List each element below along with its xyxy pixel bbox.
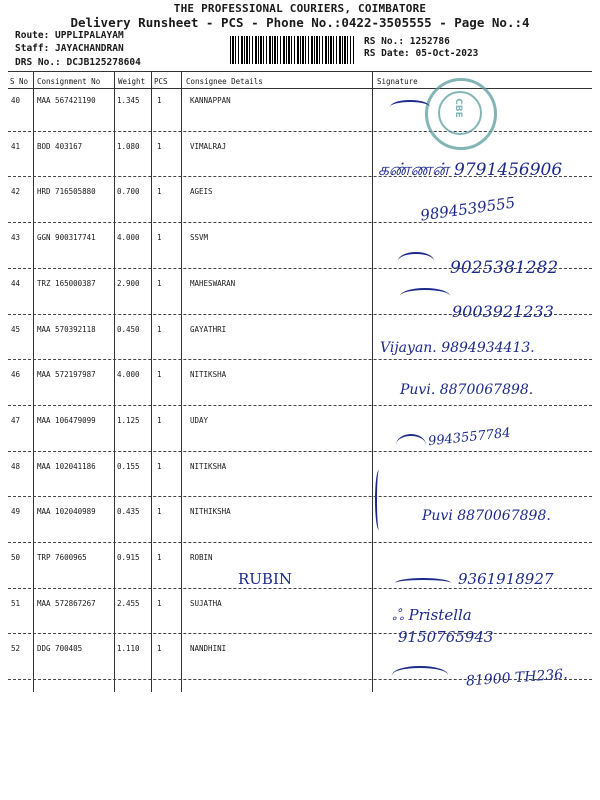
signature-51-name: ஃ Pristella	[392, 606, 472, 624]
row-cell-name: KANNAPPAN	[190, 96, 231, 105]
signature-47: 9943557784	[427, 425, 512, 450]
row-cell-pcs: 1	[157, 141, 162, 151]
rs-date: RS Date: 05-Oct-2023	[364, 48, 479, 59]
staff-label: Staff: JAYACHANDRAN	[15, 43, 124, 54]
row-cell-pcs: 1	[157, 461, 162, 471]
signature-mark-44	[400, 288, 450, 304]
row-cell-pcs: 1	[157, 324, 162, 334]
row-cell-weight: 0.450	[117, 324, 140, 334]
column-header-signature: Signature	[377, 77, 418, 86]
column-divider	[151, 72, 152, 692]
row-cell-weight: 4.000	[117, 233, 140, 243]
runsheet-subtitle: Delivery Runsheet - PCS - Phone No.:0422-3505555 - Page No.:4	[70, 15, 530, 30]
row-cell-pcs: 1	[157, 644, 162, 654]
row-cell-cno: MAA 572867267	[37, 598, 96, 608]
rs-number: RS No.: 1252786	[364, 36, 450, 47]
signature-51-phone: 9150765943	[398, 628, 494, 646]
row-cell-sno: 47	[11, 415, 21, 425]
row-cell-sno: 50	[11, 553, 21, 562]
column-header-weight: Weight	[118, 77, 146, 86]
row-cell-cno: HRD 716505880	[37, 187, 96, 197]
signature-43: 9025381282	[450, 258, 559, 278]
row-cell-name: NITIKSHA	[190, 370, 227, 380]
row-cell-pcs: 1	[157, 598, 162, 608]
row-cell-sno: 40	[11, 96, 21, 105]
row-cell-cno: TRZ 165000387	[37, 278, 96, 288]
row-cell-name: AGEIS	[190, 187, 213, 197]
row-cell-weight: 0.700	[117, 187, 140, 197]
column-divider	[372, 72, 373, 692]
row-cell-sno: 51	[11, 598, 21, 608]
row-separator	[8, 222, 592, 223]
signature-bracket-48-49	[375, 470, 383, 530]
row-cell-cno: TRP 7600965	[37, 553, 87, 562]
signature-42: 9894539555	[419, 193, 517, 225]
column-header-consignee: Consignee Details	[186, 77, 263, 86]
row-cell-weight: 2.900	[117, 278, 140, 288]
company-title: THE PROFESSIONAL COURIERS, COIMBATORE	[173, 2, 427, 15]
column-header-consignment: Consignment No	[37, 77, 101, 86]
row-cell-cno: DDG 700405	[37, 644, 83, 654]
row-cell-pcs: 1	[157, 233, 162, 243]
row-cell-weight: 2.455	[117, 598, 140, 608]
row-cell-weight: 1.125	[117, 415, 140, 425]
row-cell-sno: 44	[11, 278, 21, 288]
row-cell-pcs: 1	[157, 96, 162, 105]
row-separator	[8, 359, 592, 360]
row-cell-sno: 46	[11, 370, 21, 380]
handwritten-name-50: RUBIN	[238, 570, 293, 588]
column-header-pcs: PCS	[154, 77, 168, 86]
row-cell-name: UDAY	[190, 415, 209, 425]
signature-41: கண்ணன் 9791456906	[378, 160, 563, 180]
table-header-rule	[8, 88, 592, 89]
row-cell-sno: 48	[11, 461, 21, 471]
row-cell-weight: 0.915	[117, 553, 140, 562]
row-separator	[8, 131, 592, 132]
row-cell-sno: 41	[11, 141, 21, 151]
row-cell-cno: GGN 900317741	[37, 233, 96, 243]
row-cell-pcs: 1	[157, 278, 162, 288]
row-cell-weight: 1.080	[117, 141, 140, 151]
row-separator	[8, 542, 592, 543]
column-divider	[33, 72, 34, 692]
signature-46: Puvi. 8870067898.	[400, 382, 534, 398]
row-cell-name: MAHESWARAN	[190, 278, 236, 288]
signature-mark-50	[395, 578, 451, 588]
signature-52: 81900 TH236.	[465, 666, 569, 690]
row-separator	[8, 496, 592, 497]
row-cell-pcs: 1	[157, 553, 162, 562]
row-cell-sno: 52	[11, 644, 21, 654]
row-cell-weight: 0.155	[117, 461, 140, 471]
row-cell-name: NANDHINI	[190, 644, 227, 654]
row-cell-weight: 1.110	[117, 644, 140, 654]
route-label: Route: UPPLIPALAYAM	[15, 30, 124, 41]
row-cell-pcs: 1	[157, 415, 162, 425]
row-cell-name: VIMALRAJ	[190, 141, 227, 151]
row-cell-cno: MAA 102041186	[37, 461, 96, 471]
barcode	[230, 36, 354, 64]
signature-mark-47	[396, 434, 426, 456]
row-cell-name: SUJATHA	[190, 598, 222, 608]
column-divider	[114, 72, 115, 692]
row-cell-weight: 0.435	[117, 507, 140, 517]
row-separator	[8, 405, 592, 406]
row-cell-name: ROBIN	[190, 553, 213, 562]
drs-number: DRS No.: DCJB125278604	[15, 57, 141, 68]
row-cell-cno: MAA 567421190	[37, 96, 96, 105]
row-cell-sno: 43	[11, 233, 21, 243]
row-separator	[8, 633, 592, 634]
row-cell-sno: 45	[11, 324, 21, 334]
row-cell-sno: 49	[11, 507, 21, 517]
signature-mark-43	[398, 252, 434, 270]
row-cell-cno: MAA 102040989	[37, 507, 96, 517]
table-top-rule	[8, 71, 592, 72]
row-cell-pcs: 1	[157, 370, 162, 380]
signature-50: 9361918927	[458, 570, 554, 588]
signature-mark-40	[390, 100, 430, 114]
row-cell-sno: 42	[11, 187, 21, 197]
row-cell-name: SSVM	[190, 233, 209, 243]
signature-49: Puvi 8870067898.	[422, 508, 551, 524]
signature-mark-52	[392, 666, 448, 684]
column-header-sno: S No	[10, 77, 29, 86]
signature-44: 9003921233	[452, 302, 554, 321]
row-cell-cno: MAA 106479099	[37, 415, 96, 425]
signature-45: Vijayan. 9894934413.	[380, 340, 535, 356]
row-cell-weight: 1.345	[117, 96, 140, 105]
column-divider	[181, 72, 182, 692]
row-cell-cno: BOD 403167	[37, 141, 83, 151]
row-cell-cno: MAA 570392118	[37, 324, 96, 334]
row-separator	[8, 451, 592, 452]
row-cell-name: GAYATHRI	[190, 324, 227, 334]
row-cell-weight: 4.000	[117, 370, 140, 380]
row-cell-cno: MAA 572197987	[37, 370, 96, 380]
company-stamp: CBE	[425, 78, 497, 150]
row-cell-pcs: 1	[157, 187, 162, 197]
row-cell-pcs: 1	[157, 507, 162, 517]
row-cell-name: NITIKSHA	[190, 461, 227, 471]
row-cell-name: NITHIKSHA	[190, 507, 231, 517]
